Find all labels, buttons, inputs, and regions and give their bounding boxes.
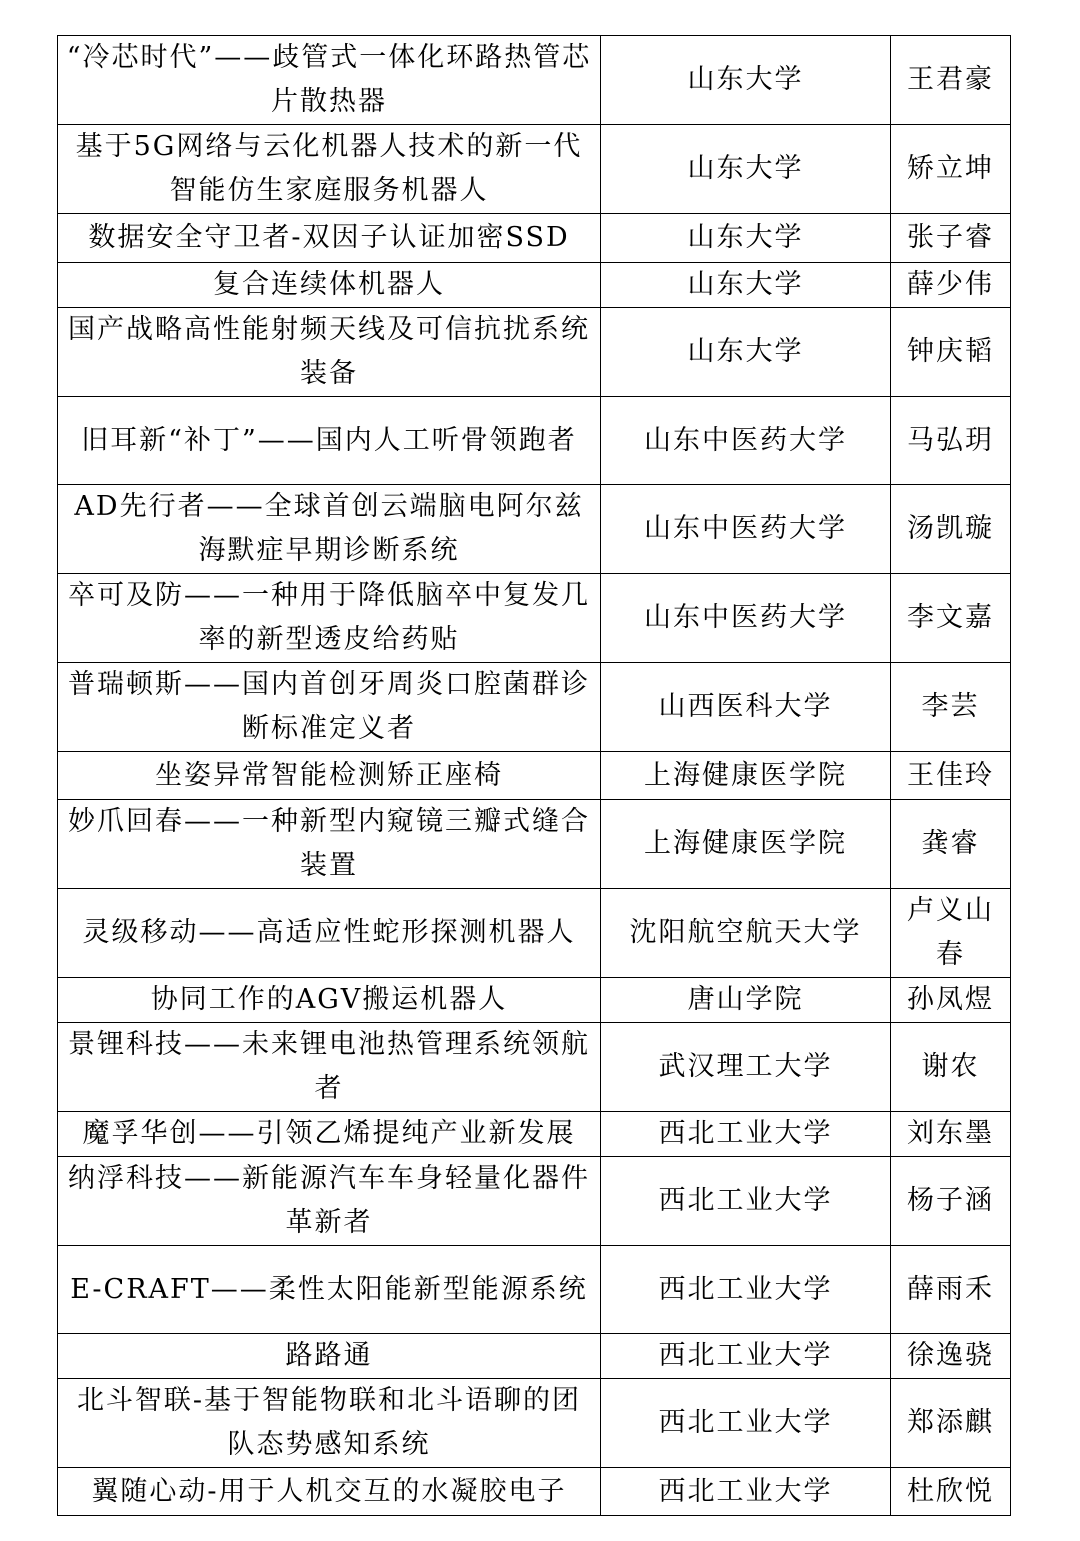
project-cell: 卒可及防——一种用于降低脑卒中复发几率的新型透皮给药贴 bbox=[58, 574, 601, 663]
project-cell: 翼随心动-用于人机交互的水凝胶电子 bbox=[58, 1468, 601, 1516]
school-cell: 山东大学 bbox=[601, 125, 891, 214]
person-cell: 杨子涵 bbox=[891, 1157, 1011, 1246]
table-row bbox=[58, 1246, 1011, 1334]
table-row bbox=[58, 752, 1011, 800]
table-row bbox=[58, 308, 1011, 397]
table-row bbox=[58, 574, 1011, 663]
project-cell: 妙爪回春——一种新型内窥镜三瓣式缝合装置 bbox=[58, 800, 601, 889]
person-cell: 李文嘉 bbox=[891, 574, 1011, 663]
project-cell: 旧耳新“补丁”——国内人工听骨领跑者 bbox=[58, 397, 601, 485]
project-cell: AD先行者——全球首创云端脑电阿尔兹海默症早期诊断系统 bbox=[58, 485, 601, 574]
school-cell: 山东中医药大学 bbox=[601, 397, 891, 485]
table-row bbox=[58, 889, 1011, 978]
person-cell: 卢义山春 bbox=[891, 889, 1011, 978]
school-cell: 西北工业大学 bbox=[601, 1379, 891, 1468]
project-cell: 灵级移动——高适应性蛇形探测机器人 bbox=[58, 889, 601, 978]
school-cell: 西北工业大学 bbox=[601, 1334, 891, 1379]
project-cell: 景锂科技——未来锂电池热管理系统领航者 bbox=[58, 1023, 601, 1112]
project-cell: 数据安全守卫者-双因子认证加密SSD bbox=[58, 214, 601, 263]
table-row bbox=[58, 263, 1011, 308]
school-cell: 山西医科大学 bbox=[601, 663, 891, 752]
table-row bbox=[58, 485, 1011, 574]
project-cell: 普瑞顿斯——国内首创牙周炎口腔菌群诊断标准定义者 bbox=[58, 663, 601, 752]
person-cell: 张子睿 bbox=[891, 214, 1011, 263]
table-row bbox=[58, 800, 1011, 889]
project-cell: 协同工作的AGV搬运机器人 bbox=[58, 978, 601, 1023]
school-cell: 上海健康医学院 bbox=[601, 752, 891, 800]
project-cell: 纳浮科技——新能源汽车车身轻量化器件革新者 bbox=[58, 1157, 601, 1246]
person-cell: 矫立坤 bbox=[891, 125, 1011, 214]
person-cell: 杜欣悦 bbox=[891, 1468, 1011, 1516]
person-cell: 王君豪 bbox=[891, 36, 1011, 125]
school-cell: 山东中医药大学 bbox=[601, 574, 891, 663]
table-row bbox=[58, 397, 1011, 485]
person-cell: 郑添麒 bbox=[891, 1379, 1011, 1468]
project-cell: 路路通 bbox=[58, 1334, 601, 1379]
school-cell: 山东大学 bbox=[601, 214, 891, 263]
table-row bbox=[58, 1379, 1011, 1468]
project-cell: 魔孚华创——引领乙烯提纯产业新发展 bbox=[58, 1112, 601, 1157]
school-cell: 山东大学 bbox=[601, 308, 891, 397]
person-cell: 徐逸骁 bbox=[891, 1334, 1011, 1379]
person-cell: 李芸 bbox=[891, 663, 1011, 752]
person-cell: 马弘玥 bbox=[891, 397, 1011, 485]
school-cell: 山东中医药大学 bbox=[601, 485, 891, 574]
project-cell: 国产战略高性能射频天线及可信抗扰系统装备 bbox=[58, 308, 601, 397]
person-cell: 谢农 bbox=[891, 1023, 1011, 1112]
school-cell: 西北工业大学 bbox=[601, 1468, 891, 1516]
school-cell: 唐山学院 bbox=[601, 978, 891, 1023]
project-cell: 复合连续体机器人 bbox=[58, 263, 601, 308]
table-row bbox=[58, 1334, 1011, 1379]
table-row bbox=[58, 125, 1011, 214]
school-cell: 西北工业大学 bbox=[601, 1112, 891, 1157]
table-row bbox=[58, 1112, 1011, 1157]
award-table-body bbox=[58, 36, 1011, 1516]
person-cell: 汤凯璇 bbox=[891, 485, 1011, 574]
project-cell: E-CRAFT——柔性太阳能新型能源系统 bbox=[58, 1246, 601, 1334]
project-cell: “冷芯时代”——歧管式一体化环路热管芯片散热器 bbox=[58, 36, 601, 125]
school-cell: 上海健康医学院 bbox=[601, 800, 891, 889]
table-row bbox=[58, 214, 1011, 263]
person-cell: 薛雨禾 bbox=[891, 1246, 1011, 1334]
school-cell: 武汉理工大学 bbox=[601, 1023, 891, 1112]
table-row bbox=[58, 978, 1011, 1023]
person-cell: 孙凤煜 bbox=[891, 978, 1011, 1023]
school-cell: 西北工业大学 bbox=[601, 1246, 891, 1334]
person-cell: 刘东墨 bbox=[891, 1112, 1011, 1157]
project-cell: 基于5G网络与云化机器人技术的新一代智能仿生家庭服务机器人 bbox=[58, 125, 601, 214]
project-cell: 北斗智联-基于智能物联和北斗语聊的团队态势感知系统 bbox=[58, 1379, 601, 1468]
project-cell: 坐姿异常智能检测矫正座椅 bbox=[58, 752, 601, 800]
table-row bbox=[58, 663, 1011, 752]
table-row bbox=[58, 1468, 1011, 1516]
person-cell: 龚睿 bbox=[891, 800, 1011, 889]
table-row bbox=[58, 1157, 1011, 1246]
school-cell: 西北工业大学 bbox=[601, 1157, 891, 1246]
person-cell: 薛少伟 bbox=[891, 263, 1011, 308]
school-cell: 山东大学 bbox=[601, 36, 891, 125]
table-row bbox=[58, 36, 1011, 125]
school-cell: 山东大学 bbox=[601, 263, 891, 308]
person-cell: 钟庆韬 bbox=[891, 308, 1011, 397]
award-table bbox=[57, 35, 1011, 1516]
person-cell: 王佳玲 bbox=[891, 752, 1011, 800]
table-row bbox=[58, 1023, 1011, 1112]
school-cell: 沈阳航空航天大学 bbox=[601, 889, 891, 978]
